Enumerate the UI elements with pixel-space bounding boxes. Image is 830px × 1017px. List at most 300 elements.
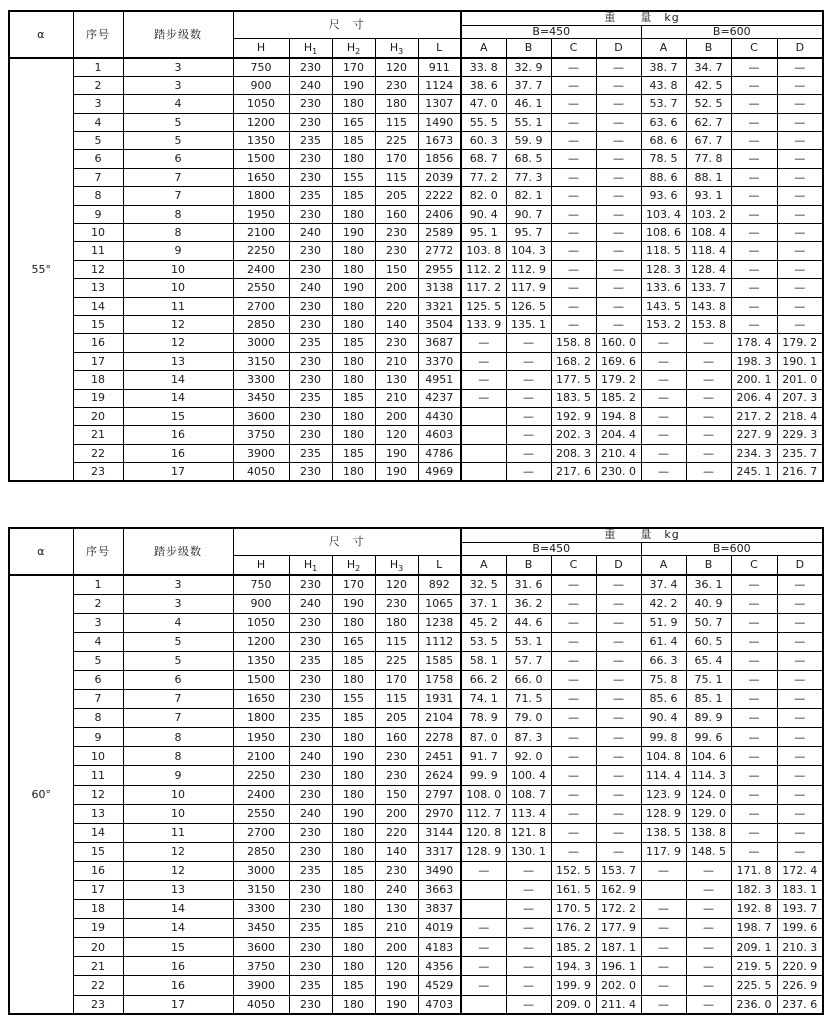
cell-w600-A: 61. 4 [641,632,686,651]
cell-w600-D: 207. 3 [777,389,823,407]
cell-w450-B: 126. 5 [506,297,551,315]
cell-w450-A: 91. 7 [461,747,506,766]
cell-w600-B: — [686,938,731,957]
cell-w450-D: — [596,670,641,689]
cell-steps: 6 [123,150,233,168]
cell-seq: 11 [73,766,123,785]
cell-w450-D: 211. 4 [596,995,641,1014]
cell-steps: 13 [123,881,233,900]
cell-w450-D: 177. 9 [596,919,641,938]
cell-dim-L: 1856 [418,150,461,168]
cell-dim-H: 1800 [233,709,289,728]
table-row [9,242,823,260]
cell-seq: 17 [73,881,123,900]
cell-w600-B: — [686,371,731,389]
cell-dim-H1: 240 [289,594,332,613]
cell-w600-C: — [731,132,777,150]
cell-dim-L: 3663 [418,881,461,900]
cell-w450-B: 87. 3 [506,728,551,747]
cell-w600-D: 235. 7 [777,444,823,462]
cell-seq: 9 [73,728,123,747]
cell-steps: 10 [123,785,233,804]
cell-w450-D: — [596,187,641,205]
cell-dim-H1: 235 [289,444,332,462]
cell-steps: 11 [123,297,233,315]
cell-w450-A: 112. 2 [461,260,506,278]
cell-dim-L: 2772 [418,242,461,260]
cell-w600-A: 118. 5 [641,242,686,260]
cell-w450-D: 194. 8 [596,407,641,425]
cell-steps: 12 [123,315,233,333]
table-row [9,150,823,168]
cell-w450-C: 161. 5 [551,881,596,900]
cell-w600-C: — [731,651,777,670]
cell-dim-H: 2550 [233,279,289,297]
cell-steps: 7 [123,168,233,186]
cell-w450-D: — [596,575,641,594]
dim-base: H [346,557,356,571]
cell-w450-A: 60. 3 [461,132,506,150]
cell-w600-D: — [777,766,823,785]
cell-w450-B: 46. 1 [506,95,551,113]
cell-dim-H3: 190 [375,976,418,995]
cell-w600-D: — [777,58,823,76]
cell-dim-L: 1065 [418,594,461,613]
cell-steps: 12 [123,334,233,352]
table-row [9,861,823,880]
cell-steps: 5 [123,651,233,670]
cell-seq: 21 [73,957,123,976]
cell-w450-D: — [596,150,641,168]
cell-w450-A [461,426,506,444]
dim-base: H [256,40,266,54]
cell-w450-D: 230. 0 [596,463,641,481]
col-header-b450-D: D [596,555,641,575]
cell-dim-H: 3450 [233,389,289,407]
cell-w450-A: 55. 5 [461,113,506,131]
cell-steps: 6 [123,670,233,689]
table-row [9,747,823,766]
cell-w600-D: 190. 1 [777,352,823,370]
cell-dim-H2: 180 [332,463,375,481]
cell-dim-H2: 180 [332,823,375,842]
cell-w450-B: — [506,407,551,425]
cell-w450-D: — [596,632,641,651]
cell-dim-L: 4356 [418,957,461,976]
cell-w450-C: 209. 0 [551,995,596,1014]
cell-w450-C: 183. 5 [551,389,596,407]
cell-w600-C: 209. 1 [731,938,777,957]
cell-dim-H3: 190 [375,995,418,1014]
cell-w450-C: — [551,297,596,315]
table-row [9,613,823,632]
cell-w600-B: — [686,957,731,976]
cell-w600-C: — [731,575,777,594]
cell-w450-C: 176. 2 [551,919,596,938]
cell-w450-A: — [461,957,506,976]
cell-dim-H3: 225 [375,651,418,670]
table-row [9,463,823,481]
cell-dim-H3: 130 [375,900,418,919]
cell-w600-A: 108. 6 [641,224,686,242]
cell-w450-A: — [461,938,506,957]
cell-w450-B: 32. 9 [506,58,551,76]
cell-w450-A: 33. 8 [461,58,506,76]
cell-dim-H1: 235 [289,389,332,407]
cell-w600-C: 198. 3 [731,352,777,370]
cell-w600-D: — [777,613,823,632]
cell-dim-H2: 185 [332,334,375,352]
cell-dim-H2: 165 [332,113,375,131]
cell-dim-H2: 190 [332,804,375,823]
cell-dim-H: 1050 [233,613,289,632]
cell-w450-A [461,444,506,462]
cell-w600-C: — [731,632,777,651]
cell-w450-C: — [551,613,596,632]
cell-steps: 14 [123,389,233,407]
table-row [9,785,823,804]
cell-w600-D: 226. 9 [777,976,823,995]
col-header-seq: 序号 [73,11,123,58]
cell-dim-H3: 210 [375,389,418,407]
cell-dim-H2: 180 [332,407,375,425]
cell-dim-H3: 140 [375,315,418,333]
cell-dim-H3: 220 [375,823,418,842]
cell-seq: 14 [73,823,123,842]
table-row [9,976,823,995]
col-header-seq: 序号 [73,528,123,575]
cell-dim-H3: 150 [375,260,418,278]
cell-dim-H3: 120 [375,575,418,594]
cell-w600-D: — [777,315,823,333]
cell-seq: 6 [73,150,123,168]
cell-w600-A: — [641,861,686,880]
cell-w600-C: — [731,76,777,94]
cell-w450-C: 208. 3 [551,444,596,462]
table-row [9,352,823,370]
cell-w600-A [641,881,686,900]
cell-dim-H2: 180 [332,995,375,1014]
cell-w450-C: — [551,594,596,613]
table-row [9,389,823,407]
cell-dim-H: 1500 [233,670,289,689]
cell-w600-B: 128. 4 [686,260,731,278]
cell-w450-C: — [551,205,596,223]
cell-w600-C: — [731,728,777,747]
cell-dim-H3: 120 [375,58,418,76]
cell-dim-H1: 240 [289,279,332,297]
cell-w450-D: — [596,785,641,804]
cell-steps: 8 [123,728,233,747]
cell-w450-C: 168. 2 [551,352,596,370]
spec-table-55deg [8,10,824,482]
table-row [9,575,823,594]
col-header-b600-D: D [777,38,823,58]
cell-w450-C: 192. 9 [551,407,596,425]
cell-w600-B: 88. 1 [686,168,731,186]
cell-dim-H3: 210 [375,919,418,938]
cell-dim-H2: 155 [332,168,375,186]
cell-steps: 3 [123,58,233,76]
cell-w450-A: 74. 1 [461,690,506,709]
cell-w450-B: — [506,919,551,938]
cell-w450-C: — [551,187,596,205]
cell-w450-A: 32. 5 [461,575,506,594]
cell-w600-D: — [777,575,823,594]
cell-w600-A: 128. 3 [641,260,686,278]
cell-w600-D: — [777,76,823,94]
cell-w450-B: — [506,389,551,407]
cell-seq: 22 [73,976,123,995]
table-row [9,76,823,94]
cell-seq: 3 [73,95,123,113]
cell-steps: 4 [123,613,233,632]
cell-dim-L: 2955 [418,260,461,278]
cell-dim-H1: 230 [289,900,332,919]
cell-dim-H: 2550 [233,804,289,823]
table-header [9,11,823,58]
cell-w450-A: — [461,371,506,389]
cell-dim-H: 2400 [233,260,289,278]
cell-w600-D: — [777,785,823,804]
cell-w450-C: — [551,242,596,260]
dim-base: L [436,557,443,571]
cell-dim-H2: 180 [332,900,375,919]
cell-dim-H2: 170 [332,575,375,594]
table-row [9,709,823,728]
cell-w600-B: 103. 2 [686,205,731,223]
cell-w450-D: — [596,168,641,186]
cell-dim-H: 3450 [233,919,289,938]
cell-seq: 4 [73,113,123,131]
cell-seq: 17 [73,352,123,370]
cell-w450-C: — [551,113,596,131]
cell-w600-B: 42. 5 [686,76,731,94]
cell-w600-C: — [731,205,777,223]
cell-w450-C: — [551,315,596,333]
cell-dim-H3: 225 [375,132,418,150]
cell-w450-C: — [551,728,596,747]
cell-w600-B: 89. 9 [686,709,731,728]
cell-w450-D: 196. 1 [596,957,641,976]
cell-w600-B: — [686,881,731,900]
cell-dim-H1: 230 [289,205,332,223]
cell-dim-H2: 180 [332,938,375,957]
col-header-H [233,38,289,58]
cell-w600-D: — [777,95,823,113]
cell-w600-C: 192. 8 [731,900,777,919]
cell-w600-B: 36. 1 [686,575,731,594]
cell-seq: 9 [73,205,123,223]
cell-w450-C: 194. 3 [551,957,596,976]
col-header-H3 [375,555,418,575]
cell-dim-H: 2250 [233,242,289,260]
cell-w600-A: 90. 4 [641,709,686,728]
cell-steps: 8 [123,224,233,242]
cell-dim-H3: 120 [375,426,418,444]
cell-w450-A: 66. 2 [461,670,506,689]
cell-w450-A: — [461,919,506,938]
cell-w450-C: 199. 9 [551,976,596,995]
cell-dim-H2: 190 [332,224,375,242]
cell-w600-B: 50. 7 [686,613,731,632]
cell-w450-D: — [596,76,641,94]
cell-seq: 1 [73,575,123,594]
cell-w600-B: 34. 7 [686,58,731,76]
cell-dim-L: 4183 [418,938,461,957]
cell-w600-A: 123. 9 [641,785,686,804]
cell-steps: 5 [123,132,233,150]
cell-w450-B: 57. 7 [506,651,551,670]
cell-w600-B: 148. 5 [686,842,731,861]
col-header-b450-A: A [461,555,506,575]
cell-w450-C: 158. 8 [551,334,596,352]
cell-w600-C: — [731,766,777,785]
cell-dim-H2: 180 [332,315,375,333]
cell-w600-C: — [731,785,777,804]
table-row [9,132,823,150]
cell-w450-A: 68. 7 [461,150,506,168]
table-row [9,260,823,278]
cell-w600-D: — [777,168,823,186]
cell-dim-L: 2406 [418,205,461,223]
cell-w450-A: — [461,861,506,880]
cell-dim-H3: 205 [375,187,418,205]
cell-dim-H1: 230 [289,168,332,186]
cell-dim-H2: 185 [332,976,375,995]
cell-w450-B: 66. 0 [506,670,551,689]
table-row [9,938,823,957]
cell-w600-A: 138. 5 [641,823,686,842]
cell-dim-H: 1950 [233,728,289,747]
table-header [9,528,823,575]
cell-dim-H1: 230 [289,670,332,689]
cell-dim-H: 3600 [233,407,289,425]
cell-dim-H1: 230 [289,463,332,481]
cell-dim-H: 2700 [233,823,289,842]
cell-dim-L: 4603 [418,426,461,444]
cell-dim-H3: 230 [375,224,418,242]
cell-w600-A: 43. 8 [641,76,686,94]
cell-w600-A: 99. 8 [641,728,686,747]
cell-w450-A [461,900,506,919]
cell-dim-H1: 230 [289,881,332,900]
cell-w450-D: — [596,58,641,76]
cell-w450-A [461,407,506,425]
cell-w600-A: 104. 8 [641,747,686,766]
cell-dim-H1: 230 [289,426,332,444]
cell-dim-H3: 190 [375,444,418,462]
cell-steps: 9 [123,766,233,785]
cell-dim-H1: 230 [289,58,332,76]
cell-steps: 15 [123,407,233,425]
cell-w600-D: 229. 3 [777,426,823,444]
cell-dim-H1: 235 [289,187,332,205]
cell-w450-C: — [551,842,596,861]
cell-w450-D: 204. 4 [596,426,641,444]
cell-dim-H1: 230 [289,785,332,804]
cell-dim-H2: 180 [332,766,375,785]
cell-w450-B: 104. 3 [506,242,551,260]
table-row [9,334,823,352]
cell-w450-A [461,463,506,481]
cell-dim-H: 900 [233,594,289,613]
cell-w450-D: — [596,224,641,242]
cell-w450-B: — [506,352,551,370]
cell-w450-C: — [551,785,596,804]
col-header-L [418,555,461,575]
cell-w600-B: 124. 0 [686,785,731,804]
table-row [9,823,823,842]
cell-w600-D: — [777,670,823,689]
cell-w600-B: — [686,444,731,462]
cell-w600-C: — [731,279,777,297]
cell-w450-B: 135. 1 [506,315,551,333]
cell-dim-H3: 115 [375,690,418,709]
cell-dim-L: 2797 [418,785,461,804]
cell-dim-L: 3321 [418,297,461,315]
cell-dim-H2: 180 [332,785,375,804]
cell-w450-C: — [551,279,596,297]
cell-w450-D: 210. 4 [596,444,641,462]
col-header-b600-C: C [731,555,777,575]
cell-steps: 14 [123,371,233,389]
cell-w600-C: — [731,613,777,632]
cell-dim-H: 1500 [233,150,289,168]
cell-w600-B: — [686,463,731,481]
cell-w450-C: 202. 3 [551,426,596,444]
table-row [9,690,823,709]
cell-w600-D: 199. 6 [777,919,823,938]
table-row [9,900,823,919]
cell-w600-B: — [686,334,731,352]
cell-w450-B: 117. 9 [506,279,551,297]
cell-w450-B: 121. 8 [506,823,551,842]
cell-w450-C: — [551,132,596,150]
cell-w600-B: 62. 7 [686,113,731,131]
cell-dim-H3: 180 [375,613,418,632]
col-header-b600-C: C [731,38,777,58]
cell-dim-L: 4529 [418,976,461,995]
cell-w450-B: — [506,976,551,995]
cell-w450-D: 160. 0 [596,334,641,352]
cell-w600-C: 225. 5 [731,976,777,995]
cell-w450-C: — [551,632,596,651]
cell-w600-C: 217. 2 [731,407,777,425]
cell-w600-D: — [777,279,823,297]
cell-dim-H: 1050 [233,95,289,113]
cell-w600-A: — [641,426,686,444]
cell-w600-C: — [731,297,777,315]
cell-w600-A: 88. 6 [641,168,686,186]
cell-dim-H: 2850 [233,315,289,333]
cell-w600-A: — [641,938,686,957]
cell-w600-B: — [686,995,731,1014]
table-row [9,995,823,1014]
col-group-b450: B=450 [461,542,641,555]
cell-steps: 16 [123,426,233,444]
cell-w450-B: 59. 9 [506,132,551,150]
cell-dim-H3: 115 [375,632,418,651]
cell-dim-H1: 235 [289,334,332,352]
table-body-55deg [9,58,823,481]
cell-w450-B: 79. 0 [506,709,551,728]
cell-dim-H2: 180 [332,728,375,747]
cell-w600-A: 68. 6 [641,132,686,150]
cell-dim-H: 2400 [233,785,289,804]
cell-dim-H1: 230 [289,407,332,425]
cell-dim-H3: 205 [375,709,418,728]
